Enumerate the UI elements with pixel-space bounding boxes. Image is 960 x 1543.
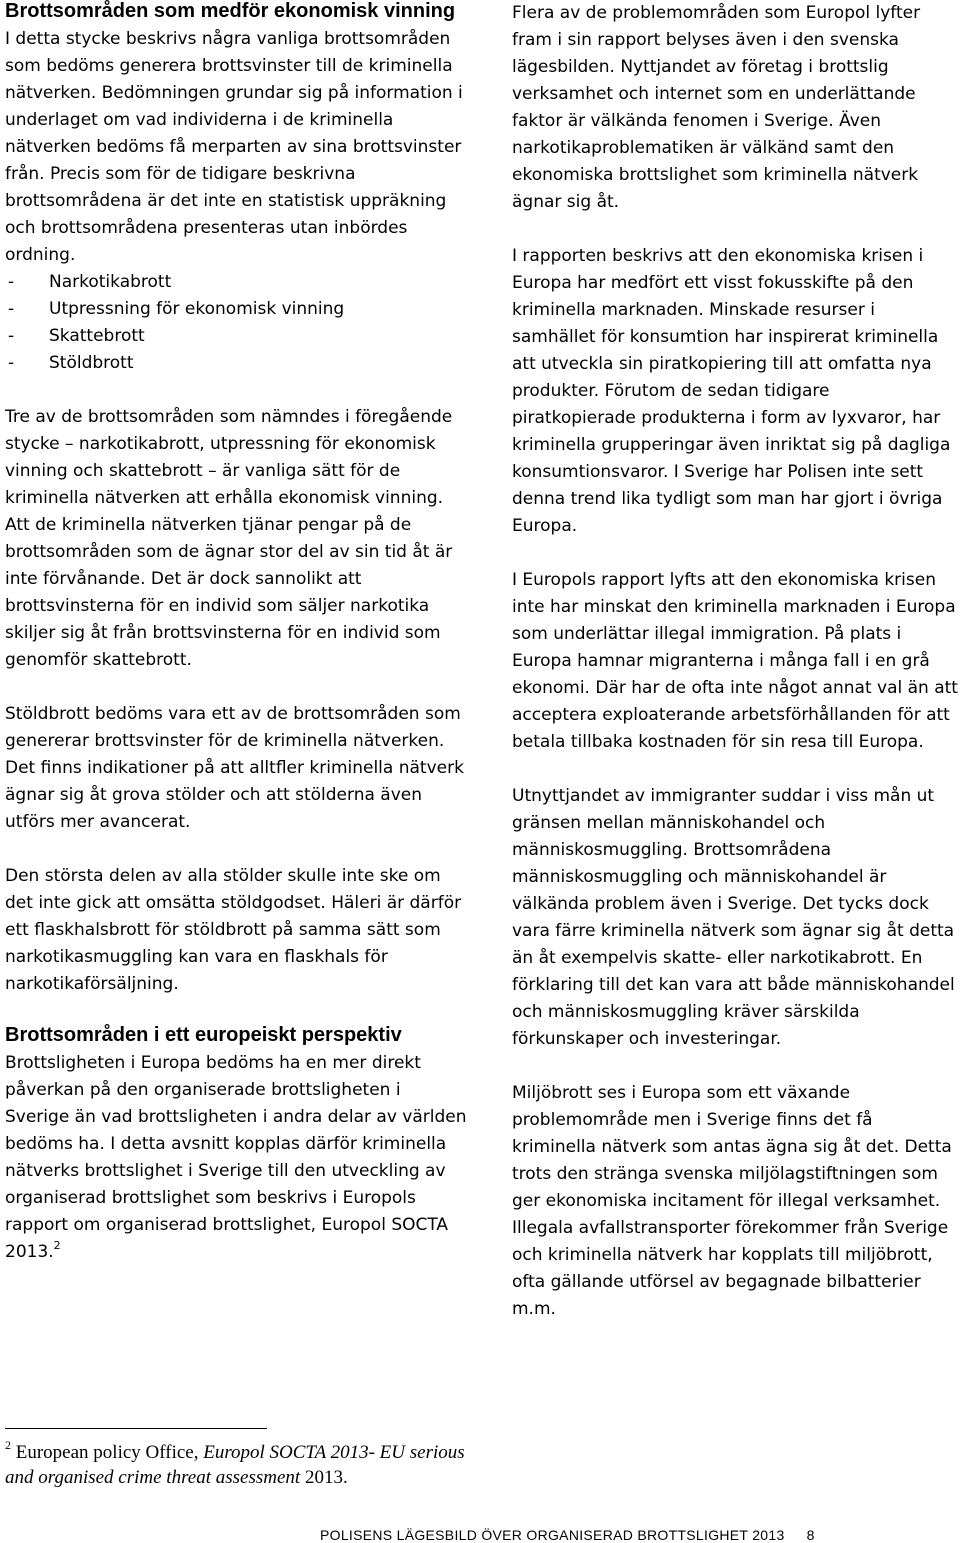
left-column — [5, 0, 467, 1266]
footnote-divider — [5, 1428, 267, 1429]
footnote-year: 2013. — [304, 1467, 348, 1488]
paragraph-text: Brottsligheten i Europa bedöms ha en mer direkt påverkan på den organiserade brottsligheten i Sverige än vad brottsligheten i andra delar av världen bedöms ha. I detta avsnitt kopplas därför kriminella nätverks brottslighet i Sverige till den utveckling av organiserad brottslighet som beskrivs i Europols rapport om organiserad brottslighet, Europol SOCTA 2013. — [5, 1053, 467, 1262]
list-item: - Stöldbrott — [5, 350, 467, 377]
paragraph — [5, 1050, 467, 1266]
paragraph: Stöldbrott bedöms vara ett av de brottsområden som genererar brottsvinster för de kriminella nätverken. Det finns indikationer på att alltfler kriminella nätverk ägnar sig åt grova stölder och att stölderna även utförs mer avancerat. — [5, 704, 464, 832]
paragraph: Utnyttjandet av immigranter suddar i viss mån ut gränsen mellan människohandel och människosmuggling. Brottsområdena människosmuggling och människohandel är välkända problem även i Sverige. Det tycks dock vara färre kriminella nätverk som ägnar sig åt detta än åt exempelvis skatte- eller narkotikabrott. En förklaring till det kan vara att både människohandel och människosmuggling kräver särskilda förkunskaper och investeringar. — [512, 786, 955, 1049]
right-column — [512, 0, 958, 1323]
paragraph: I Europols rapport lyfts att den ekonomiska krisen inte har minskat den kriminella marknaden i Europa som underlättar illegal immigration. På plats i Europa hamnar migranterna i många fall i en grå ekonomi. Där har de ofta inte något annat val än att acceptera exploaterande arbetsförhållanden för att betala tillbaka kostnaden för sin resa till Europa. — [512, 570, 958, 752]
paragraph: Miljöbrott ses i Europa som ett växande problemområde men i Sverige finns det få kriminella nätverk som antas ägna sig åt det. Detta trots den stränga svenska miljölagstiftningen som ger ekonomiska incitament för illegal verksamhet. Illegala avfallstransporter förekommer från Sverige och kriminella nätverk har kopplats till miljöbrott, ofta gällande utförsel av begagnade bilbatterier m.m. — [512, 1083, 952, 1319]
footnote-number: 2 — [5, 1438, 11, 1452]
list-item: - Utpressning för ekonomisk vinning — [5, 296, 467, 323]
footer-title: POLISENS LÄGESBILD ÖVER ORGANISERAD BROTTSLIGHET 2013 — [320, 1527, 785, 1543]
footnote-publisher: European policy Office, — [15, 1442, 199, 1463]
page-number: 8 — [806, 1527, 815, 1543]
footnote-reference[interactable]: 2 — [53, 1239, 61, 1252]
paragraph: Den största delen av alla stölder skulle inte ske om det inte gick att omsätta stöldgodset. Häleri är därför ett flaskhalsbrott för stöldbrott på samma sätt som narkotikasmuggling kan vara en flaskhals för narkotikaförsäljning. — [5, 866, 462, 994]
section-heading: Brottsområden i ett europeiskt perspektiv — [5, 1024, 402, 1046]
footnote — [5, 1440, 475, 1490]
paragraph: I rapporten beskrivs att den ekonomiska krisen i Europa har medfört ett visst fokusskifte på den kriminella marknaden. Minskade resurser i samhället för konsumtion har inspirerat kriminella att utveckla sin piratkopiering till att omfatta nya produkter. Förutom de sedan tidigare piratkopierade produkterna i form av lyxvaror, har kriminella grupperingar även inriktat sig på dagliga konsumtionsvaror. I Sverige har Polisen inte sett denna trend lika tydligt som man har gjort i övriga Europa. — [512, 246, 951, 536]
footnote-title: Europol SOCTA 2013- EU serious and organised crime threat assessment — [5, 1442, 465, 1488]
paragraph: Tre av de brottsområden som nämndes i föregående stycke – narkotikabrott, utpressning för ekonomisk vinning och skattebrott – är vanliga sätt för de kriminella nätverken att erhålla ekonomisk vinning. Att de kriminella nätverken tjänar pengar på de brottsområden som de ägnar stor del av sin tid åt är inte förvånande. Det är dock sannolikt att brottsvinsterna för en individ som säljer narkotika skiljer sig åt från brottsvinsterna för en individ som genomför skattebrott. — [5, 407, 453, 670]
list-item: - Skattebrott — [5, 323, 467, 350]
paragraph: Flera av de problemområden som Europol lyfter fram i sin rapport belyses även i den svenska lägesbilden. Nyttjandet av företag i brottslig verksamhet och internet som en underlättande faktor är välkända fenomen i Sverige. Även narkotikaproblematiken är välkänd samt den ekonomiska brottslighet som kriminella nätverk ägnar sig åt. — [512, 3, 921, 212]
section-heading: Brottsområden som medför ekonomisk vinning — [5, 0, 456, 22]
list-item: - Narkotikabrott — [5, 269, 467, 296]
crime-area-list — [5, 269, 467, 377]
paragraph: I detta stycke beskrivs några vanliga brottsområden som bedöms generera brottsvinster till de kriminella nätverken. Bedömningen grundar sig på information i underlaget om vad individerna i de kriminella nätverken bedöms få merparten av sina brottsvinster från. Precis som för de tidigare beskrivna brottsområdena är det inte en statistisk uppräkning och brottsområdena presenteras utan inbördes ordning. — [5, 29, 463, 265]
page-footer — [320, 1527, 815, 1543]
